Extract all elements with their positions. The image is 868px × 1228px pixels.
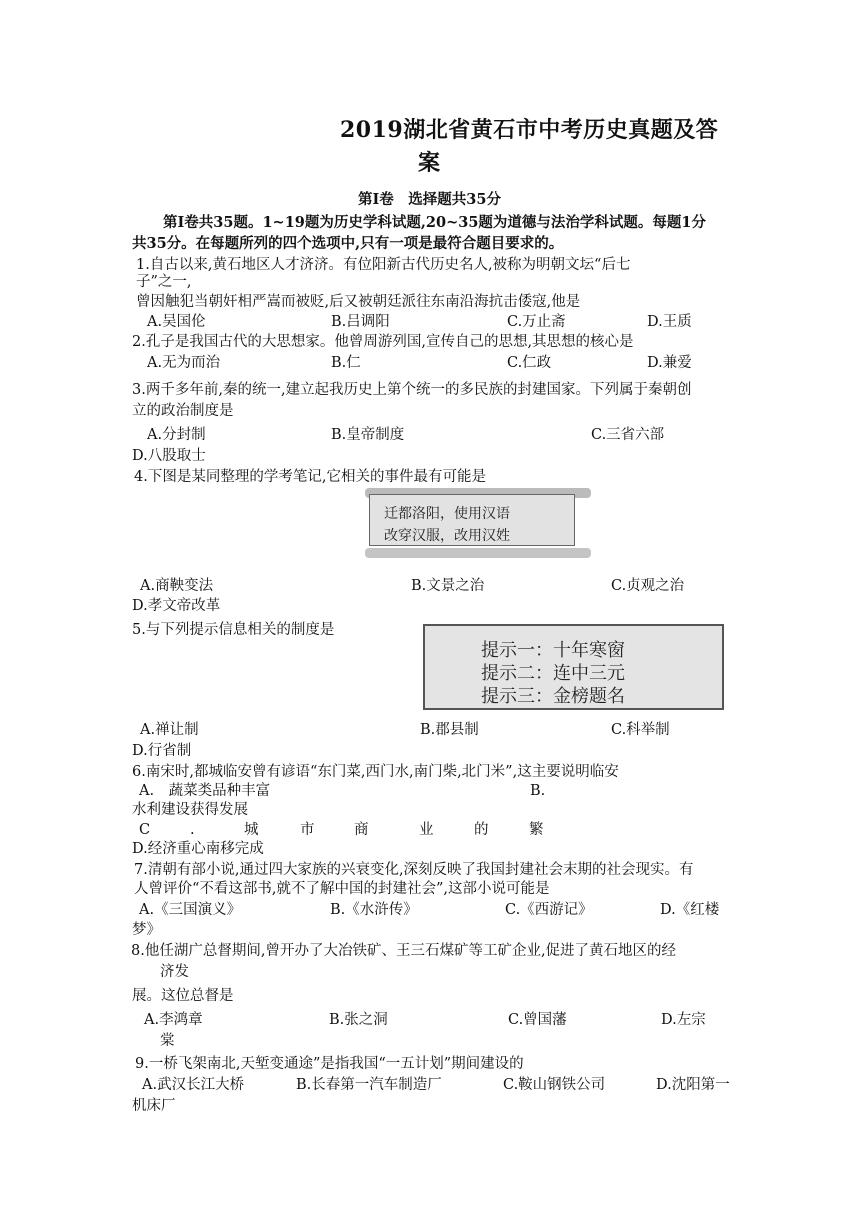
q4-note-line2: 改穿汉服，改用汉姓	[384, 528, 510, 544]
doc-title-line2: 案	[418, 150, 441, 176]
q3-option-b: B.皇帝制度	[331, 427, 405, 443]
q3-stem-line2: 立的政治制度是	[132, 403, 234, 419]
q9-option-d-cont: 机床厂	[132, 1098, 176, 1114]
q2-stem-line1: 2.孔子是我国古代的大思想家。他曾周游列国,宣传自己的思想,其思想的核心是	[132, 334, 634, 350]
q7-option-d: D.《红楼	[660, 902, 720, 918]
q8-stem-line2: 济发	[160, 964, 189, 980]
q1-stem-line1: 1.自古以来,黄石地区人才济济。有位阳新古代历史名人,被称为明朝文坛“后七	[136, 257, 631, 273]
q6-option-c-part: 的	[474, 822, 489, 838]
q1-option-d: D.王质	[647, 314, 692, 330]
q8-stem-line1: 8.他任湖广总督期间,曾开办了大冶铁矿、王三石煤矿等工矿企业,促进了黄石地区的经	[131, 943, 677, 959]
q6-option-c-part: 商	[354, 822, 369, 838]
q9-option-a: A.武汉长江大桥	[142, 1077, 245, 1093]
q1-option-b: B.吕调阳	[331, 314, 390, 330]
q4-option-b: B.文景之治	[411, 578, 485, 594]
q4-option-d: D.孝文帝改革	[132, 598, 221, 614]
q5-hint-line1: 提示一：十年寒窗	[481, 640, 625, 661]
q1-stem-line3: 曾因触犯当朝奸相严嵩而被贬,后又被朝廷派往东南沿海抗击倭寇,他是	[136, 294, 581, 310]
q6-option-c-part: C	[139, 822, 151, 838]
q6-option-c-part: 业	[419, 822, 434, 838]
q6-option-b-text: 水利建设获得发展	[132, 802, 248, 818]
q4-note-line1: 迁都洛阳，使用汉语	[384, 506, 510, 522]
q8-option-a: A.李鸿章	[144, 1012, 203, 1028]
q5-option-b: B.郡县制	[420, 722, 479, 738]
q7-option-a: A.《三国演义》	[139, 902, 242, 918]
q7-option-d-cont: 梦》	[132, 922, 161, 938]
q2-option-d: D.兼爱	[647, 355, 692, 371]
q2-option-a: A.无为而治	[147, 355, 221, 371]
q7-stem-line1: 7.清朝有部小说,通过四大家族的兴衰变化,深刻反映了我国封建社会末期的社会现实。有	[134, 862, 694, 878]
q2-option-b: B.仁	[331, 355, 361, 371]
q1-option-c: C.万止斋	[507, 314, 566, 330]
q9-option-c: C.鞍山钢铁公司	[503, 1077, 606, 1093]
section-intro-line1: 第Ⅰ卷共35题。1~19题为历史学科试题,20~35题为道德与法治学科试题。每题1分	[163, 214, 707, 231]
q3-option-c: C.三省六部	[591, 427, 665, 443]
q9-option-b: B.长春第一汽车制造厂	[296, 1077, 442, 1093]
q5-option-c: C.科举制	[611, 722, 670, 738]
section-intro-line2: 共35分。在每题所列的四个选项中,只有一项是最符合题目要求的。	[132, 235, 564, 252]
q3-option-a: A.分封制	[147, 427, 206, 443]
q3-stem-line1: 3.两千多年前,秦的统一,建立起我历史上第个统一的多民族的封建国家。下列属于秦朝创	[132, 382, 692, 398]
q5-hint-box-image	[423, 624, 724, 710]
doc-title-line1: 2019湖北省黄石市中考历史真题及答	[340, 117, 719, 143]
q6-option-b: B.	[530, 783, 546, 799]
q6-option-c-part: 城	[244, 822, 259, 838]
q5-hint-line2: 提示二：连中三元	[481, 663, 625, 684]
q9-option-d: D.沈阳第一	[656, 1077, 730, 1093]
q6-option-c-part: 繁	[529, 822, 544, 838]
q7-stem-line2: 人曾评价“不看这部书,就不了解中国的封建社会”,这部小说可能是	[134, 881, 550, 897]
q5-option-a: A.禅让制	[140, 722, 199, 738]
q5-stem-line1: 5.与下列提示信息相关的制度是	[132, 622, 335, 638]
q7-option-c: C.《西游记》	[505, 902, 593, 918]
q3-option-d: D.八股取士	[132, 448, 206, 464]
section-heading: 第Ⅰ卷 选择题共35分	[358, 191, 501, 208]
q4-option-c: C.贞观之治	[611, 578, 685, 594]
q4-option-a: A.商鞅变法	[140, 578, 214, 594]
q7-option-b: B.《水浒传》	[330, 902, 418, 918]
q4-stem-line1: 4.下图是某同整理的学考笔记,它相关的事件最有可能是	[134, 469, 486, 485]
q1-stem-line2: 子”之一,	[136, 274, 192, 290]
q6-stem-line1: 6.南宋时,都城临安曾有谚语“东门菜,西门水,南门柴,北门米”,这主要说明临安	[132, 764, 619, 780]
q6-option-a: A. 蔬菜类品种丰富	[139, 783, 271, 799]
q4-note-scroll-image	[365, 488, 591, 560]
q9-stem-line1: 9.一桥飞架南北,天堑变通途”是指我国“一五计划”期间建设的	[135, 1056, 524, 1072]
q5-hint-line3: 提示三：金榜题名	[481, 686, 625, 707]
q6-option-d: D.经济重心南移完成	[132, 841, 264, 857]
q6-option-c-part: 市	[300, 822, 315, 838]
q1-option-a: A.吴国伦	[147, 314, 206, 330]
q5-option-d: D.行省制	[132, 743, 192, 759]
q8-stem-line3: 展。这位总督是	[132, 988, 234, 1004]
q2-option-c: C.仁政	[507, 355, 552, 371]
q8-option-d: D.左宗	[661, 1012, 706, 1028]
q8-option-d-cont: 棠	[160, 1033, 175, 1049]
q8-option-b: B.张之洞	[329, 1012, 388, 1028]
q6-option-c-part: .	[190, 822, 195, 838]
q8-option-c: C.曾国藩	[508, 1012, 567, 1028]
